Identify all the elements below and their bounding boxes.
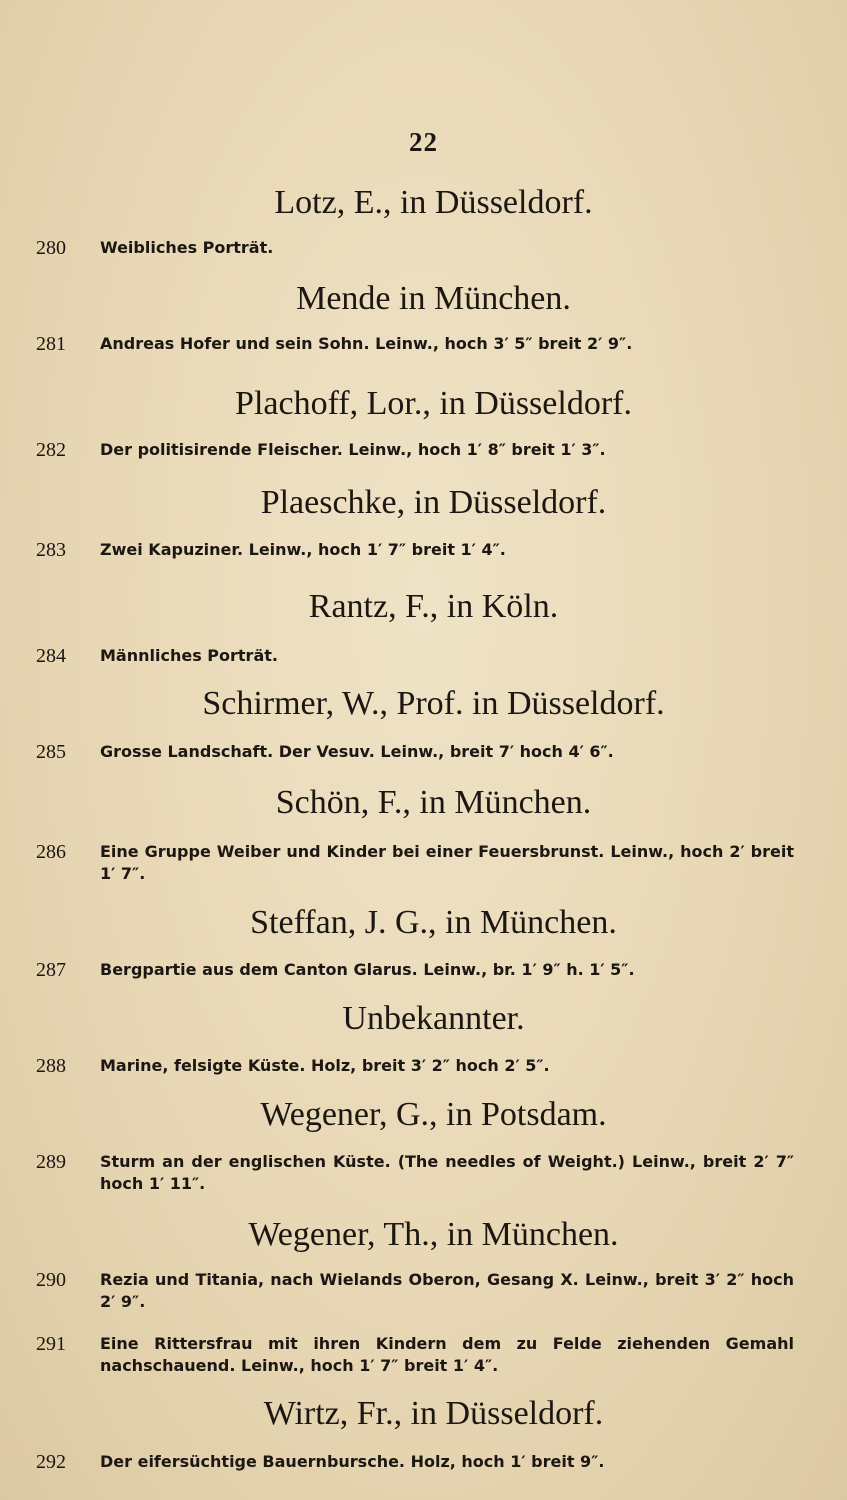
entry-description: Sturm an der englischen Küste. (The needles of Weight.) Leinw., breit 2′ 7″ hoch 1′ 11″. (100, 1152, 794, 1193)
entry-number: 285 (36, 741, 66, 763)
artist-heading: Wegener, G., in Potsdam. (260, 1096, 607, 1133)
artist-heading: Plaeschke, in Düsseldorf. (260, 484, 607, 521)
entry-number: 290 (36, 1269, 66, 1291)
entry-number: 286 (36, 841, 66, 863)
entry-number: 287 (36, 959, 66, 981)
entry-number: 288 (36, 1055, 66, 1077)
entry-description: Der politisirende Fleischer. Leinw., hoch 1′ 8″ breit 1′ 3″. (100, 440, 606, 459)
entry-description: Bergpartie aus dem Canton Glarus. Leinw., br. 1′ 9″ h. 1′ 5″. (100, 960, 635, 979)
artist-heading: Schirmer, W., Prof. in Düsseldorf. (202, 685, 665, 722)
entry-description: Eine Gruppe Weiber und Kinder bei einer Feuersbrunst. Leinw., hoch 2′ breit 1′ 7″. (100, 842, 794, 883)
entry-description: Grosse Landschaft. Der Vesuv. Leinw., breit 7′ hoch 4′ 6″. (100, 742, 614, 761)
entry-description: Weibliches Porträt. (100, 238, 274, 257)
entry-description: Rezia und Titania, nach Wielands Oberon, Gesang X. Leinw., breit 3′ 2″ hoch 2′ 9″. (100, 1270, 794, 1311)
page-number: 22 (409, 127, 438, 157)
artist-heading: Unbekannter. (342, 1000, 525, 1037)
artist-heading: Plachoff, Lor., in Düsseldorf. (235, 385, 632, 422)
entry-description: Eine Rittersfrau mit ihren Kindern dem zu Felde ziehenden Gemahl nachschauend. Leinw., hoch 1′ 7″ breit 1′ 4″. (100, 1334, 794, 1375)
artist-heading: Lotz, E., in Düsseldorf. (274, 184, 593, 221)
entry-number: 289 (36, 1151, 66, 1173)
entry-number: 292 (36, 1451, 66, 1473)
entry-number: 282 (36, 439, 66, 461)
entry-description: Marine, felsigte Küste. Holz, breit 3′ 2″ hoch 2′ 5″. (100, 1056, 550, 1075)
artist-heading: Wirtz, Fr., in Düsseldorf. (263, 1395, 604, 1432)
artist-heading: Steffan, J. G., in München. (250, 904, 617, 941)
entry-number: 283 (36, 539, 66, 561)
entry-number: 280 (36, 237, 66, 259)
entry-description: Andreas Hofer und sein Sohn. Leinw., hoch 3′ 5″ breit 2′ 9″. (100, 334, 633, 353)
artist-heading: Mende in München. (296, 280, 571, 317)
entry-description: Zwei Kapuziner. Leinw., hoch 1′ 7″ breit 1′ 4″. (100, 540, 506, 559)
entry-description: Der eifersüchtige Bauernbursche. Holz, hoch 1′ breit 9″. (100, 1452, 605, 1471)
entry-number: 281 (36, 333, 66, 355)
entry-description: Männliches Porträt. (100, 646, 278, 665)
entry-number: 284 (36, 645, 66, 667)
artist-heading: Schön, F., in München. (275, 784, 592, 821)
artist-heading: Wegener, Th., in München. (248, 1216, 619, 1253)
artist-heading: Rantz, F., in Köln. (308, 588, 559, 625)
entry-number: 291 (36, 1333, 66, 1355)
